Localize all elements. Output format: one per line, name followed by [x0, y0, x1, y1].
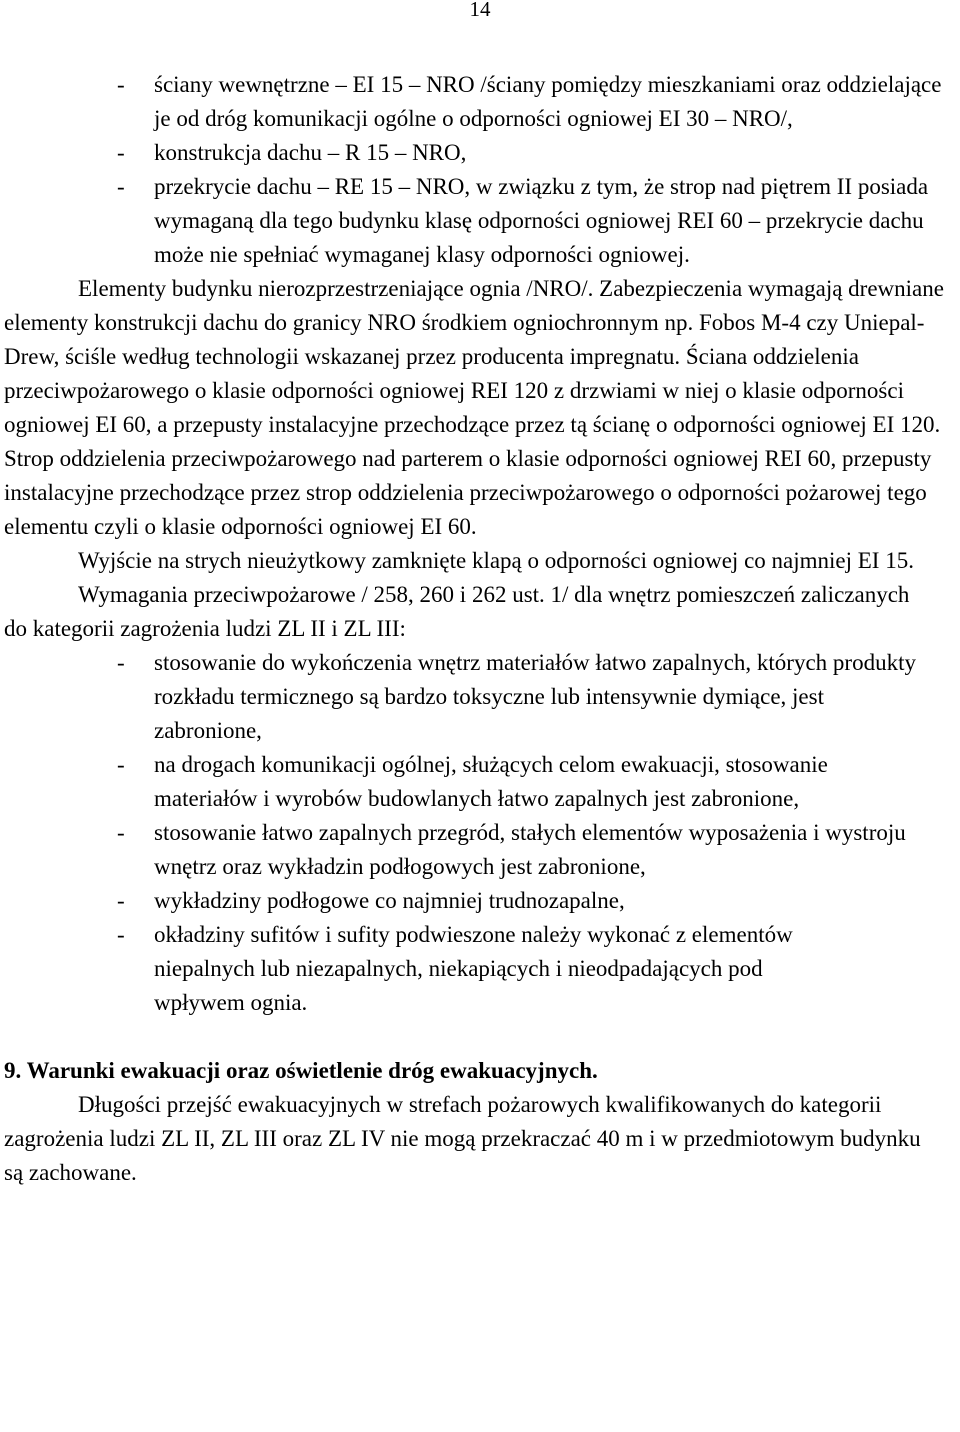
section-9-heading: 9. Warunki ewakuacji oraz oświetlenie dróg ewakuacyjnych.	[4, 1058, 598, 1083]
page-number: 14	[469, 0, 491, 21]
list-dash: -	[117, 922, 125, 947]
paragraph-nro-elements: Elementy budynku nierozprzestrzeniające ognia /NRO/. Zabezpieczenia wymagają drewniane elementy konstrukcji dachu do granicy NRO środkiem ogniochronnym np. Fobos M-4 czy Uniepal-Drew, ściśle według technologii wskazanej przez producenta impregnatu. Ściana oddzielenia przeciwpożarowego o klasie odporności ogniowej REI 120 z drzwiami w niej o klasie odporności ogniowej EI 60, a przepusty instalacyjne przechodzące przez tą ścianę o odporności ogniowej EI 120. Strop oddzielenia przeciwpożarowego nad parterem o klasie odporności ogniowej REI 60, przepusty instalacyjne przechodzące przez strop oddzielenia przeciwpożarowego o odporności pożarowej tego elementu czyli o klasie odporności ogniowej EI 60.	[4, 276, 944, 539]
list-dash: -	[117, 820, 125, 845]
section-9-paragraph: Długości przejść ewakuacyjnych w strefach pożarowych kwalifikowanych do kategorii zagrożenia ludzi ZL II, ZL III oraz ZL IV nie mogą przekraczać 40 m i w przedmiotowym budynku są zachowane.	[4, 1092, 921, 1185]
list-dash: -	[117, 140, 125, 165]
wall-roof-requirements-list	[4, 68, 956, 272]
list-dash: -	[117, 174, 125, 199]
list-item	[4, 816, 956, 884]
list-item	[4, 136, 956, 170]
list-item	[4, 68, 956, 136]
document-body	[4, 68, 956, 1190]
list-item	[4, 884, 956, 918]
list-dash: -	[117, 888, 125, 913]
list-item-text: przekrycie dachu – RE 15 – NRO, w związku z tym, że strop nad piętrem II posiada wymaganą dla tego budynku klasę odporności ogniowej REI 60 – przekrycie dachu może nie spełniać wymaganej klasy odporności ogniowej.	[154, 174, 929, 267]
list-item-text: okładziny sufitów i sufity podwieszone należy wykonać z elementów niepalnych lub niezapalnych, niekapiących i nieodpadających pod wpływem ognia.	[154, 922, 793, 1015]
list-item-text: ściany wewnętrzne – EI 15 – NRO /ściany pomiędzy mieszkaniami oraz oddzielające je od dróg komunikacji ogólne o odporności ogniowej EI 30 – NRO/,	[154, 72, 942, 131]
list-dash: -	[117, 752, 125, 777]
paragraph-attic-exit: Wyjście na strych nieużytkowy zamknięte klapą o odporności ogniowej co najmniej EI 15.	[78, 548, 914, 573]
interior-requirements-list	[4, 646, 956, 1020]
list-item	[4, 918, 956, 1020]
list-item	[4, 646, 956, 748]
list-item	[4, 170, 956, 272]
list-item	[4, 748, 956, 816]
list-item-text: stosowanie do wykończenia wnętrz materiałów łatwo zapalnych, których produkty rozkładu termicznego są bardzo toksyczne lub intensywnie dymiące, jest zabronione,	[154, 650, 916, 743]
paragraph-fire-requirements: Wymagania przeciwpożarowe / 258, 260 i 262 ust. 1/ dla wnętrz pomieszczeń zaliczanych do kategorii zagrożenia ludzi ZL II i ZL III:	[4, 582, 910, 641]
list-item-text: konstrukcja dachu – R 15 – NRO,	[154, 140, 467, 165]
list-item-text: stosowanie łatwo zapalnych przegród, stałych elementów wyposażenia i wystroju wnętrz oraz wykładzin podłogowych jest zabronione,	[154, 820, 906, 879]
list-dash: -	[117, 72, 125, 97]
list-item-text: na drogach komunikacji ogólnej, służących celom ewakuacji, stosowanie materiałów i wyrobów budowlanych łatwo zapalnych jest zabronione,	[154, 752, 828, 811]
list-dash: -	[117, 650, 125, 675]
list-item-text: wykładziny podłogowe co najmniej trudnozapalne,	[154, 888, 625, 913]
